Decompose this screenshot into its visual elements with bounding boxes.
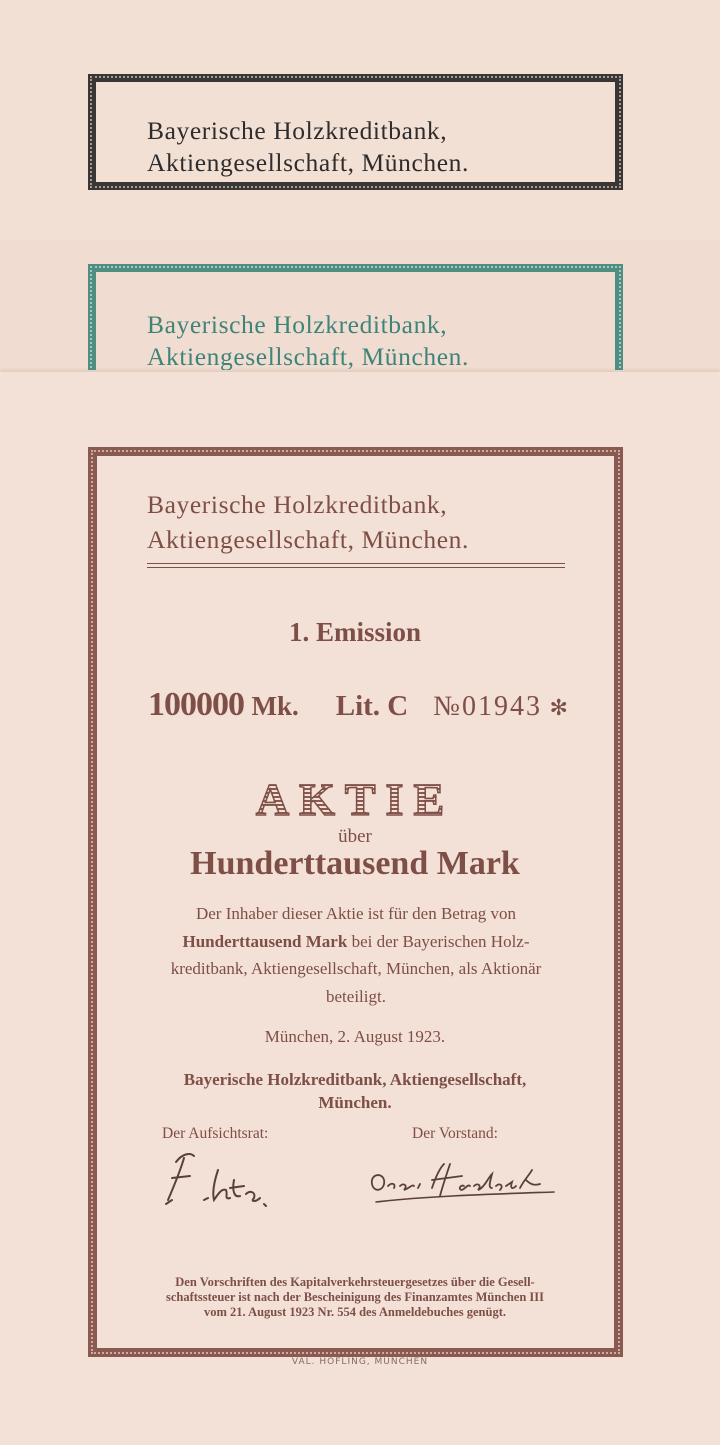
tax-notice-line-1: Den Vorschriften des Kapitalverkehrsteuergesetzes über die Gesell- (175, 1275, 535, 1289)
certificate-black-title-line1: Bayerische Holzkreditbank, (147, 116, 448, 145)
body-line-3: kreditbank, Aktiengesellschaft, München, als Aktionär (170, 959, 542, 978)
amount-unit: Mk. (251, 691, 299, 721)
signature-executive-board (366, 1158, 562, 1214)
ueber-label: über (338, 826, 372, 847)
serial-number: №01943 (433, 691, 542, 722)
role-executive-board: Der Vorstand: (412, 1125, 498, 1142)
place-date: München, 2. August 1923. (264, 1027, 446, 1046)
role-supervisory-board: Der Aufsichtsrat: (162, 1125, 269, 1142)
body-line-2 (100, 928, 612, 956)
main-title-line2: Aktiengesellschaft, München. (147, 525, 470, 554)
serial-mark-icon: ✻ (549, 695, 568, 720)
issuer-name (90, 1068, 620, 1114)
value-in-words: Hunderttausend Mark (190, 845, 520, 882)
main-title-line1: Bayerische Holzkreditbank, (147, 490, 448, 519)
tax-notice-line-2: schaftssteuer ist nach der Bescheinigung des Finanzamtes München III (165, 1290, 545, 1304)
body-paragraph (100, 900, 612, 1010)
certificate-teal-title-line1: Bayerische Holzkreditbank, (147, 310, 448, 339)
body-line-2-rest: bei der Bayerischen Holz- (347, 931, 530, 951)
tax-notice-line-3: vom 21. August 1923 Nr. 554 des Anmeldebuches genügt. (203, 1305, 506, 1319)
certificate-teal-title-line2: Aktiengesellschaft, München. (147, 342, 470, 370)
certificate-black-title-line2: Aktiengesellschaft, München. (147, 148, 470, 177)
body-bold-amount: Hunderttausend Mark (182, 931, 348, 951)
issuer-line-2: München. (318, 1093, 392, 1112)
issuer-line-1: Bayerische Holzkreditbank, Aktiengesellschaft, (183, 1070, 527, 1089)
title-rule-top (147, 563, 565, 564)
denomination-row (148, 686, 568, 724)
signature-supervisory-board (160, 1148, 290, 1218)
body-line-4: beteiligt. (326, 986, 386, 1006)
lit-label: Lit. C (335, 690, 409, 722)
printer-imprint: VAL. HÖFLING, MÜNCHEN (291, 1357, 429, 1367)
certificate-teal-visible-strip (0, 264, 720, 370)
body-line-1: Der Inhaber dieser Aktie ist für den Betrag von (195, 904, 517, 923)
tax-notice (90, 1275, 620, 1320)
aktie-heading: AKTIE (90, 773, 620, 826)
amount-number: 100000 (148, 686, 244, 723)
emission-label: 1. Emission (288, 617, 422, 647)
title-rule-bottom (147, 567, 565, 568)
